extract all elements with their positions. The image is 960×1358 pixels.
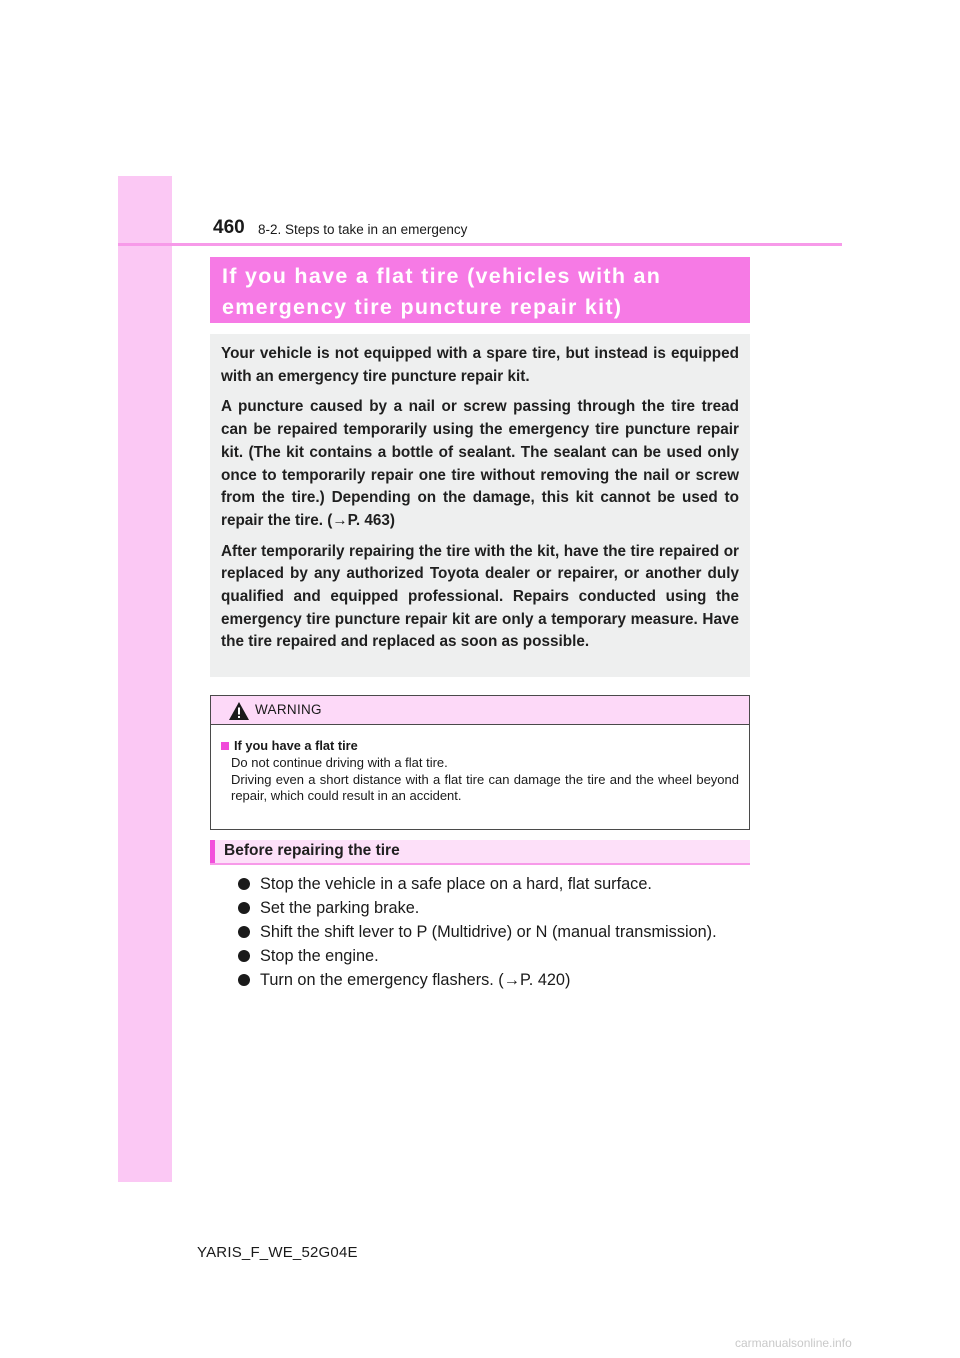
bullet-dot-icon xyxy=(238,974,250,986)
warning-box xyxy=(210,695,750,830)
before-repair-heading-text: Before repairing the tire xyxy=(224,842,400,859)
header-divider xyxy=(118,243,842,246)
warning-text-line-2: Driving even a short distance with a flat tire can damage the tire and the wheel beyond repair, which could result in an accident. xyxy=(231,771,739,803)
step-text: Shift the shift lever to P (Multidrive) or N (manual transmission). xyxy=(260,922,717,941)
square-bullet-icon xyxy=(221,742,229,750)
page-number: 460 xyxy=(213,217,245,238)
warning-label: WARNING xyxy=(255,702,322,717)
bullet-dot-icon xyxy=(238,902,250,914)
bullet-dot-icon xyxy=(238,926,250,938)
before-repair-heading xyxy=(210,840,750,865)
list-item xyxy=(238,896,717,920)
intro-paragraph: After temporarily repairing the tire with the kit, have the tire repaired or replaced by any authorized Toyota dealer or repairer, or another duly qualified and equipped professional. Repairs conducted using the emergency tire puncture repair kit are only a temporary measure. Have the tire repaired and replaced as soon as possible. xyxy=(221,542,739,651)
list-item xyxy=(238,920,717,944)
intro-box xyxy=(210,334,750,677)
list-item xyxy=(238,968,717,992)
warning-header xyxy=(211,696,749,725)
list-item xyxy=(238,872,717,896)
step-text: Set the parking brake. xyxy=(260,898,420,917)
before-repair-steps xyxy=(238,872,717,992)
warning-subheading-text: If you have a flat tire xyxy=(234,738,358,753)
title-line-1: If you have a flat tire (vehicles with an xyxy=(222,264,662,288)
warning-subheading xyxy=(221,738,739,753)
bullet-dot-icon xyxy=(238,878,250,890)
document-code: YARIS_F_WE_52G04E xyxy=(197,1244,358,1261)
heading-accent-bar xyxy=(210,840,215,863)
section-label: 8-2. Steps to take in an emergency xyxy=(258,222,468,237)
intro-paragraph: Your vehicle is not equipped with a spare tire, but instead is equipped with an emergency tire puncture repair kit. xyxy=(221,345,739,385)
watermark: carmanualsonline.info xyxy=(735,1336,852,1350)
title-line-2: emergency tire puncture repair kit) xyxy=(222,295,623,319)
warning-triangle-icon xyxy=(228,701,250,721)
step-text: Stop the vehicle in a safe place on a hard, flat surface. xyxy=(260,874,652,893)
warning-text-line-1: Do not continue driving with a flat tire. xyxy=(231,755,448,770)
bullet-dot-icon xyxy=(238,950,250,962)
intro-paragraph: A puncture caused by a nail or screw passing through the tire tread can be repaired temporarily using the emergency tire puncture repair kit. (The kit contains a bottle of sealant. The sealant can be used only once to temporarily repair one tire without removing the nail or screw from the tire.) Depending on the damage, this kit cannot be used to repair the tire. (→P. 463) xyxy=(221,398,739,529)
section-title xyxy=(210,257,750,323)
list-item xyxy=(238,944,717,968)
warning-body xyxy=(211,725,749,805)
step-text: Turn on the emergency flashers. (→P. 420) xyxy=(260,970,571,989)
step-text: Stop the engine. xyxy=(260,946,379,965)
side-tab-strip xyxy=(118,176,172,1182)
